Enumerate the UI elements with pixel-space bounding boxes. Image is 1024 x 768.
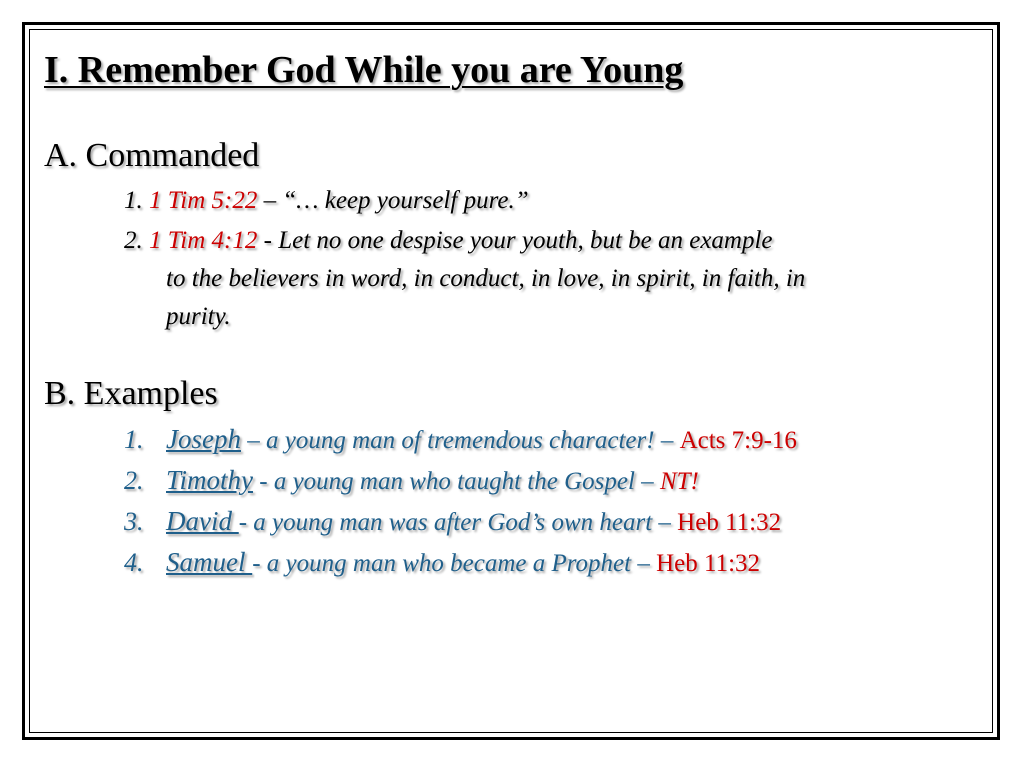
example-name: David [166, 506, 239, 536]
scripture-reference: Acts 7:9-16 [679, 427, 797, 454]
commanded-item-1 [124, 182, 529, 220]
example-name: Samuel [166, 547, 253, 577]
quote-text: “… keep yourself pure.” [282, 187, 529, 214]
example-item-3 [124, 502, 781, 542]
item-number: 4. [124, 548, 144, 577]
example-description: - a young man who taught the Gospel – [253, 468, 660, 495]
scripture-reference: NT! [659, 468, 699, 495]
example-item-1 [124, 420, 797, 460]
slide-content [44, 44, 984, 577]
item-number: 1. [124, 425, 144, 454]
section-a-heading: A. Commanded [44, 137, 260, 174]
example-description: - a young man was after God’s own heart – [238, 509, 678, 536]
example-description: - a young man who became a Prophet – [252, 550, 657, 577]
item-number: 2. [124, 227, 143, 254]
item-number: 3. [124, 507, 144, 536]
scripture-reference: Heb 11:32 [656, 550, 761, 577]
section-b-heading: B. Examples [44, 375, 218, 412]
example-description: – a young man of tremendous character! – [240, 427, 680, 454]
example-item-4 [124, 543, 760, 583]
scripture-reference: Heb 11:32 [677, 509, 782, 536]
item-number: 2. [124, 466, 144, 495]
separator: – [257, 187, 283, 214]
verse-text-line-3: purity. [166, 303, 231, 330]
commanded-item-2 [124, 222, 773, 260]
separator: - [257, 227, 279, 254]
slide-title: I. Remember God While you are Young [44, 49, 684, 91]
example-name: Joseph [166, 424, 241, 454]
item-number: 1. [124, 187, 143, 214]
verse-text-line-2: to the believers in word, in conduct, in love, in spirit, in faith, in [166, 265, 806, 292]
example-item-2 [124, 461, 699, 501]
verse-text-line-1: Let no one despise your youth, but be an example [278, 227, 773, 254]
scripture-reference: 1 Tim 4:12 [149, 227, 258, 254]
example-name: Timothy [166, 465, 254, 495]
scripture-reference: 1 Tim 5:22 [149, 187, 258, 214]
